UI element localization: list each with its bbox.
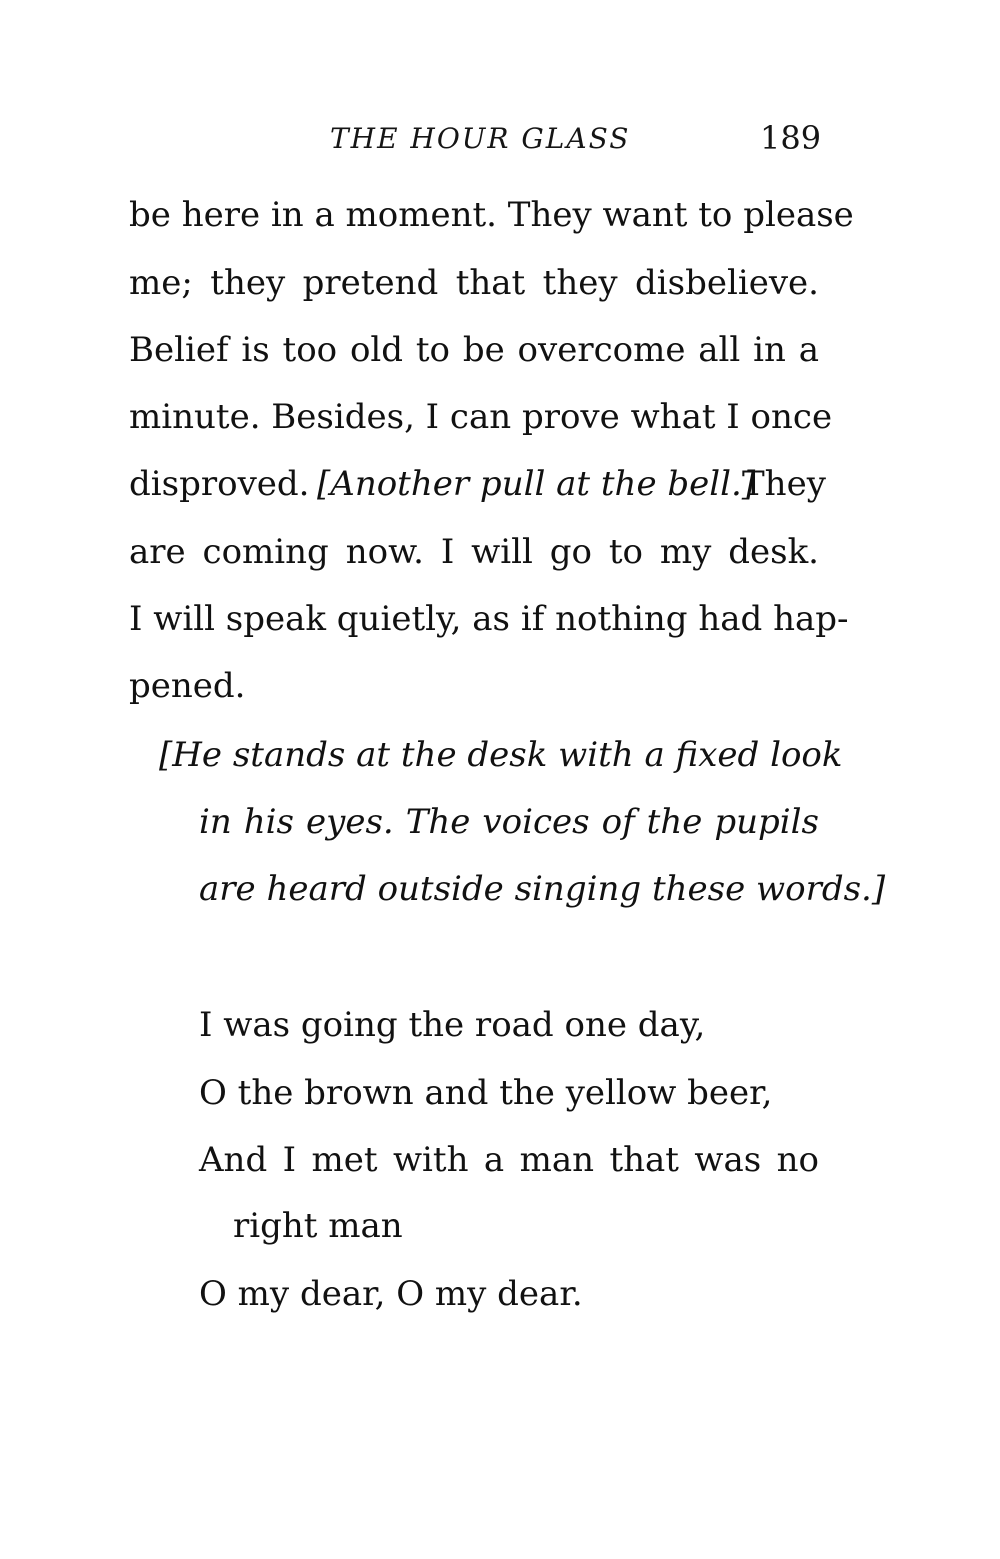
paragraph-line: are coming now. I will go to my desk. (129, 532, 819, 572)
paragraph-text: disproved. (129, 464, 310, 504)
stage-direction-line: are heard outside singing these words.] (199, 869, 886, 909)
stage-direction-line: in his eyes. The voices of the pupils (199, 802, 819, 842)
paragraph-line: I will speak quietly, as if nothing had hap- (129, 599, 849, 639)
song-line: I was going the road one day, (199, 1005, 706, 1045)
paragraph-text: They (742, 464, 826, 504)
paragraph-line: pened. (129, 666, 246, 706)
song-line-continuation: right man (233, 1206, 403, 1246)
paragraph-line: Belief is too old to be overcome all in a (129, 330, 819, 370)
song-line: And I met with a man that was no (199, 1140, 819, 1180)
running-title: THE HOUR GLASS (330, 122, 631, 155)
song-line: O my dear, O my dear. (199, 1274, 583, 1314)
paragraph-line: be here in a moment. They want to please (129, 195, 854, 235)
inline-stage-direction: [Another pull at the bell.] (317, 464, 756, 504)
page-number: 189 (760, 119, 822, 157)
song-line: O the brown and the yellow beer, (199, 1073, 773, 1113)
stage-direction-line: [He stands at the desk with a fixed look (159, 735, 843, 775)
paragraph-line: me; they pretend that they disbelieve. (129, 263, 819, 303)
paragraph-line-with-stage-direction (129, 462, 826, 506)
paragraph-line: minute. Besides, I can prove what I once (129, 397, 833, 437)
